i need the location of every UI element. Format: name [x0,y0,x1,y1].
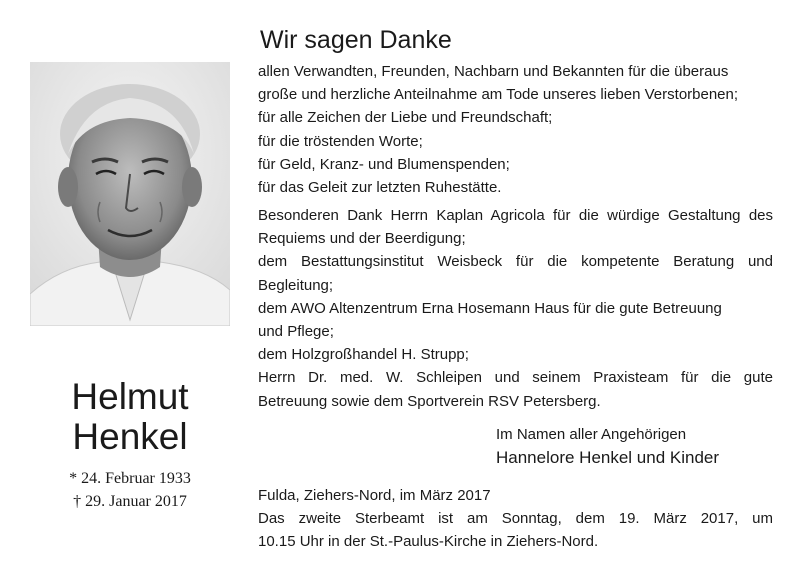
deceased-first-name: Helmut [71,376,189,417]
birth-symbol: * [69,470,78,487]
place-date: Fulda, Ziehers-Nord, im März 2017 [258,487,491,504]
thanks-block-special [258,204,773,413]
text-line: Betreuung sowie dem Sportverein RSV Petersberg. [258,392,601,410]
death-symbol: † [73,493,82,510]
text-line: für die tröstenden Worte; [258,132,423,150]
notice-heading: Wir sagen Danke [260,26,452,54]
footer-notice [258,484,773,554]
birth-date: 24. Februar 1933 [81,470,191,487]
text-line: große und herzliche Anteilnahme am Tode unseres lieben Verstorbenen; [258,86,739,104]
text-line: Besonderen Dank Herrn Kaplan Agricola für die würdige Gestaltung des [258,207,773,224]
text-line: für alle Zeichen der Liebe und Freundschaft; [258,109,553,127]
thanks-block-general [258,60,773,199]
deceased-last-name: Henkel [72,416,188,457]
life-dates [30,467,230,513]
text-line: dem Bestattungsinstitut Weisbeck für die kompetente Beratung und [258,253,773,271]
birth-date-line [30,467,230,490]
text-line: für Geld, Kranz- und Blumenspenden; [258,155,510,173]
text-line: Das zweite Sterbeamt ist am Sonntag, dem 19. März 2017, um [258,510,773,528]
signature-intro: Im Namen aller Angehörigen [496,426,687,443]
text-line: und Pflege; [258,323,334,341]
text-line: dem Holzgroßhandel H. Strupp; [258,346,469,364]
text-line: Herrn Dr. med. W. Schleipen und seinem Praxisteam für die gute [258,369,773,387]
signature [496,424,719,470]
text-line: dem AWO Altenzentrum Erna Hosemann Haus für die gute Betreuung [258,299,722,317]
text-line: 10.15 Uhr in der St.-Paulus-Kirche in Ziehers-Nord. [258,533,599,551]
text-line: Begleitung; [258,276,334,294]
text-line: Requiems und der Beerdigung; [258,230,466,248]
text-line: für das Geleit zur letzten Ruhestätte. [258,179,502,197]
death-date-line [30,490,230,513]
text-line: allen Verwandten, Freunden, Nachbarn und Bekannten für die überaus [258,63,729,80]
portrait-photo [30,62,230,326]
signature-names: Hannelore Henkel und Kinder [496,448,720,467]
death-date: 29. Januar 2017 [85,493,187,510]
